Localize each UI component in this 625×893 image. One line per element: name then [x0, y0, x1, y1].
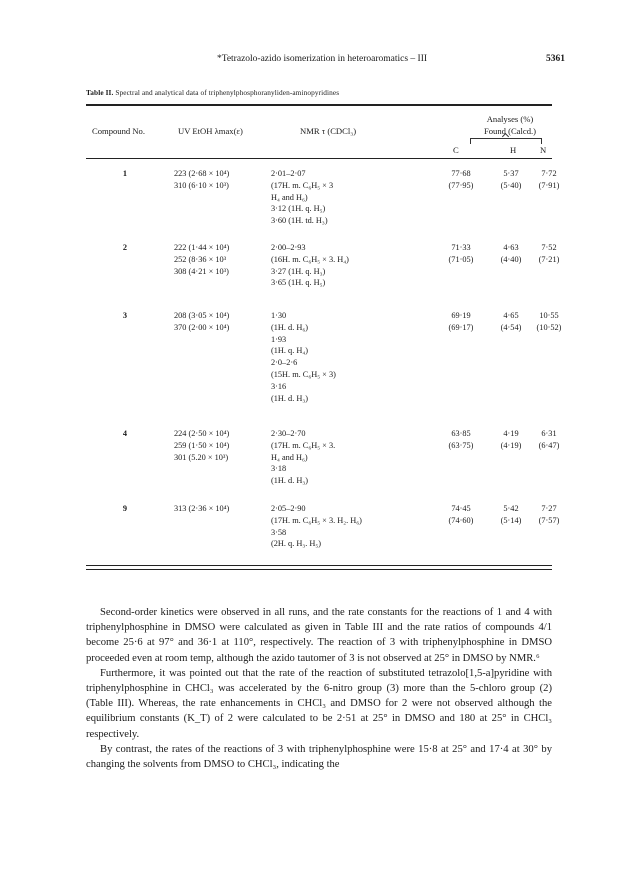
uv-cell-line: 308 (4·21 × 10³): [174, 266, 229, 276]
header-compound: Compound No.: [92, 126, 145, 136]
uv-cell-line: 224 (2·50 × 10⁴): [174, 429, 230, 438]
nmr-cell-line: (15H. m. C₆H₅ × 3): [271, 369, 336, 379]
analysis-c-cell-line: 74·45: [451, 504, 471, 513]
analysis-c-cell: [438, 310, 484, 334]
nmr-cell-line: H₄ and H₆): [271, 192, 308, 202]
header-uv: UV EtOH λmax(ε): [178, 126, 243, 136]
header-analyses: Analyses (%): [486, 114, 534, 124]
nmr-cell-line: H₄ and H₆): [271, 452, 308, 462]
nmr-cell-line: 3·16: [271, 381, 287, 391]
nmr-cell-line: (1H. d. H₃): [271, 476, 308, 486]
compound-number: 9: [122, 504, 128, 513]
nmr-cell-line: 2·0–2·6: [271, 358, 298, 368]
analysis-c-cell-line: (74·60): [448, 515, 474, 525]
analysis-n-cell: [530, 503, 568, 527]
analysis-h-cell-line: 4·63: [503, 243, 519, 252]
analysis-h-cell: [490, 242, 532, 266]
nmr-cell-line: 2·00–2·93: [271, 243, 306, 252]
analysis-h-cell-line: 5·37: [503, 169, 519, 178]
nmr-cell-line: (16H. m. C₆H₅ × 3. H₄): [271, 254, 349, 264]
header-c: C: [453, 145, 459, 155]
analysis-n-cell: [530, 310, 568, 334]
analysis-c-cell-line: 77·68: [451, 169, 471, 178]
analysis-n-cell: [530, 168, 568, 192]
nmr-cell-line: 3·58: [271, 527, 287, 537]
header-n: N: [540, 145, 547, 155]
nmr-cell: [271, 310, 336, 404]
uv-cell-line: 301 (5.20 × 10³): [174, 452, 229, 462]
analysis-n-cell-line: (10·52): [536, 322, 562, 332]
analysis-h-cell: [490, 503, 532, 527]
body-text: [86, 605, 552, 772]
analysis-c-cell-line: (71·05): [448, 254, 474, 264]
uv-cell-line: 208 (3·05 × 10⁴): [174, 311, 230, 320]
analysis-h-cell-line: 4·65: [503, 311, 519, 320]
uv-cell-line: 252 (8·36 × 10³: [174, 254, 227, 264]
nmr-cell-line: (17H. m. C₆H₅ × 3. H₂. H₆): [271, 515, 362, 525]
analysis-n-cell-line: (6·47): [538, 440, 560, 450]
analysis-n-cell-line: 6·31: [541, 429, 557, 438]
analysis-c-cell: [438, 242, 484, 266]
analysis-h-cell-line: 5·42: [503, 504, 519, 513]
analysis-h-cell: [490, 168, 532, 192]
running-title: *Tetrazolo-azido isomerization in heteroaromatics – III: [216, 54, 428, 64]
uv-cell: [174, 503, 229, 515]
table-top-rule: [86, 104, 552, 106]
analysis-c-cell-line: (69·17): [448, 322, 474, 332]
table-bottom-rule: [86, 565, 552, 566]
compound-number: 2: [122, 243, 128, 252]
analysis-n-cell-line: 10·55: [539, 311, 559, 320]
nmr-cell-line: 2·01–2·07: [271, 169, 306, 178]
analysis-h-cell-line: (4·54): [500, 322, 522, 332]
table-caption-lead: Table II.: [86, 88, 114, 97]
analysis-h-cell-line: (4·19): [500, 440, 522, 450]
table-caption-text: Spectral and analytical data of triphenylphosphoranyliden-aminopyridines: [113, 88, 340, 97]
uv-cell: [174, 310, 229, 334]
nmr-cell-line: (1H. q. H₄): [271, 346, 308, 356]
compound-number: 3: [122, 311, 128, 320]
analysis-h-cell-line: 4·19: [503, 429, 519, 438]
nmr-cell-line: 3·27 (1H. q. H₃): [271, 266, 326, 276]
uv-cell-line: 222 (1·44 × 10⁴): [174, 243, 230, 252]
nmr-cell-line: 3·18: [271, 464, 287, 474]
analysis-n-cell-line: (7·91): [538, 180, 560, 190]
nmr-cell: [271, 428, 335, 487]
nmr-cell-line: (1H. d. H₃): [271, 393, 308, 403]
uv-cell: [174, 168, 229, 192]
analysis-c-cell-line: (77·95): [448, 180, 474, 190]
analysis-c-cell-line: 71·33: [451, 243, 471, 252]
header-found-calcd: Found (Calcd.): [483, 126, 537, 136]
analysis-n-cell-line: 7·52: [541, 243, 557, 252]
table-caption: [86, 88, 562, 97]
nmr-cell-line: 3·65 (1H. q. H₅): [271, 278, 326, 288]
analysis-c-cell-line: 69·19: [451, 311, 471, 320]
analysis-n-cell-line: (7·57): [538, 515, 560, 525]
uv-cell-line: 313 (2·36 × 10⁴): [174, 504, 230, 513]
analysis-c-cell: [438, 428, 484, 452]
uv-cell-line: 370 (2·00 × 10⁴): [174, 322, 230, 332]
nmr-cell-line: (1H. d. H₆): [271, 322, 308, 332]
analysis-c-cell-line: (63·75): [448, 440, 474, 450]
analysis-n-cell-line: 7·72: [541, 169, 557, 178]
paragraph-3: By contrast, the rates of the reactions of 3 with triphenylphosphine were 15·8 at 25° and 17·4 at 30° by changing the solvents from DMSO to CHCl₃, indicating the: [86, 743, 552, 771]
nmr-cell-line: 3·60 (1H. td. H₃): [271, 216, 328, 226]
analysis-h-cell-line: (5·40): [500, 180, 522, 190]
nmr-cell-line: 2·30–2·70: [271, 429, 306, 438]
table-bottom-rule-double: [86, 569, 552, 570]
nmr-cell-line: 1·93: [271, 334, 287, 344]
analysis-c-cell: [438, 168, 484, 192]
page-number: 5361: [546, 54, 565, 64]
nmr-cell-line: 1·30: [271, 311, 287, 320]
header-h: H: [510, 145, 517, 155]
analysis-c-cell: [438, 503, 484, 527]
nmr-cell-line: 3·12 (1H. q. H₅): [271, 204, 326, 214]
nmr-cell-line: (17H. m. C₆H₅ × 3.: [271, 440, 336, 450]
analysis-h-cell: [490, 310, 532, 334]
analysis-h-cell-line: (4·40): [500, 254, 522, 264]
nmr-cell-line: 2·05–2·90: [271, 504, 306, 513]
analysis-h-cell: [490, 428, 532, 452]
analysis-n-cell: [530, 428, 568, 452]
uv-cell-line: 223 (2·68 × 10⁴): [174, 169, 230, 178]
nmr-cell-line: (17H. m. C₆H₅ × 3: [271, 180, 334, 190]
nmr-cell-line: (2H. q. H₃. H₅): [271, 539, 322, 549]
uv-cell: [174, 242, 229, 277]
analysis-h-cell-line: (5·14): [500, 515, 522, 525]
table-header-rule: [86, 158, 552, 159]
analysis-n-cell: [530, 242, 568, 266]
uv-cell-line: 310 (6·10 × 10³): [174, 180, 229, 190]
compound-number: 4: [122, 429, 128, 438]
uv-cell: [174, 428, 229, 463]
analysis-n-cell-line: (7·21): [538, 254, 560, 264]
paragraph-2: Furthermore, it was pointed out that the rate of the reaction of substituted tetrazolo[1,5-a]pyridine with triphenylphosphine in CHCl₃ was accelerated by the 6-nitro group (3) more than the 5-chloro group (2) (Table III). Whereas, the rate enhancements in CHCl₃ and DMSO for 2 were not observed although the equilibrium constants (K_T) of 2 were calculated to be 2·51 at 25° in DMSO and 180 at 25° in CHCl₃ respectively.: [86, 667, 552, 740]
header-nmr: NMR τ (CDCl₃): [300, 126, 357, 136]
compound-number: 1: [122, 169, 128, 178]
paragraph-1: Second-order kinetics were observed in all runs, and the rate constants for the reactions of 1 and 4 with triphenylphosphine in DMSO were calculated as given in Table III and the rate ratios of compounds 4/1 become 25·6 at 97° and 36·1 at 110°, respectively. The reaction of 3 with triphenylphosphine in DMSO proceeded even at room temp, although the azido tautomer of 3 is not observed at 25° in DMSO by NMR.⁶: [86, 607, 552, 664]
uv-cell-line: 259 (1·50 × 10⁴): [174, 440, 230, 450]
nmr-cell: [271, 242, 349, 289]
analysis-c-cell-line: 63·85: [451, 429, 471, 438]
nmr-cell: [271, 503, 362, 550]
nmr-cell: [271, 168, 333, 227]
analysis-n-cell-line: 7·27: [541, 504, 557, 513]
